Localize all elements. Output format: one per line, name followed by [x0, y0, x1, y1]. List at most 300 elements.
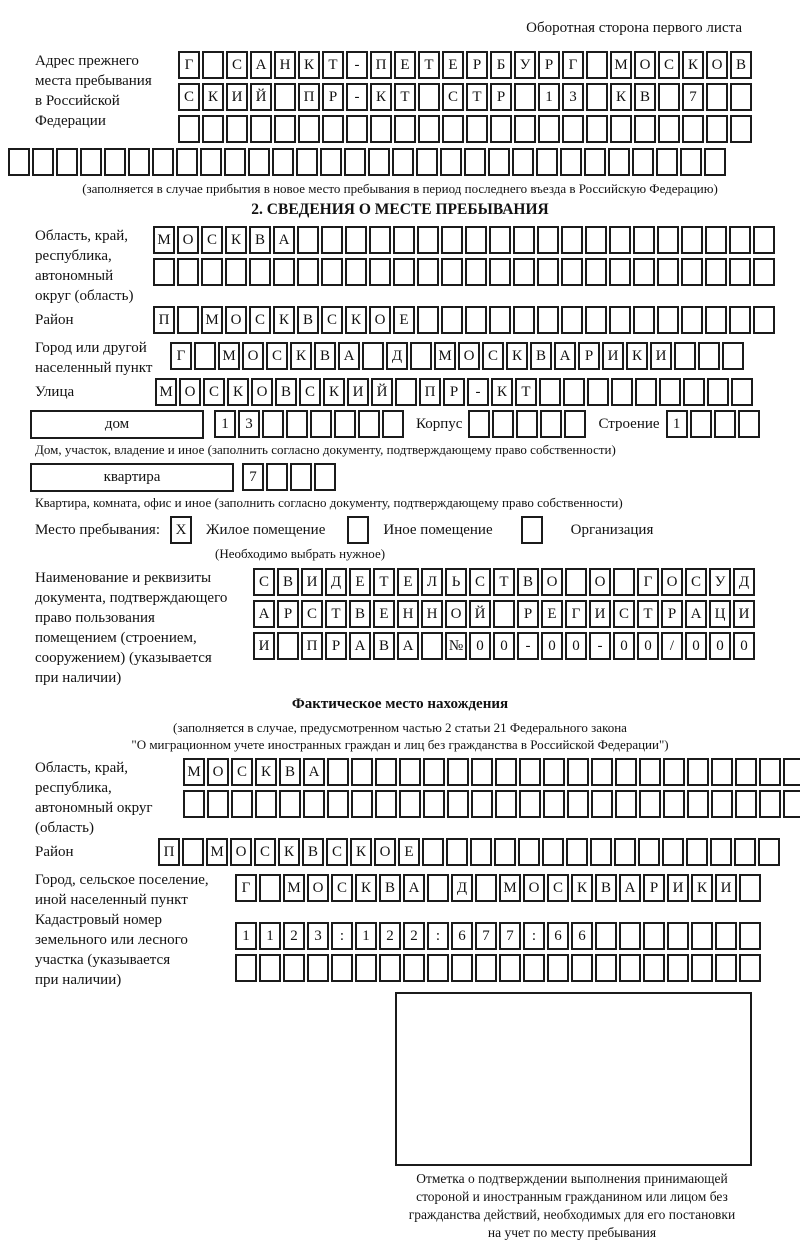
char-cell[interactable] — [399, 790, 421, 818]
char-cell[interactable]: В — [302, 838, 324, 866]
char-cell[interactable] — [369, 226, 391, 254]
char-cell[interactable] — [475, 874, 497, 902]
char-cell[interactable]: Е — [394, 51, 416, 79]
char-cell[interactable]: 6 — [571, 922, 593, 950]
char-cell[interactable] — [202, 51, 224, 79]
char-cell[interactable]: П — [298, 83, 320, 111]
char-cell[interactable] — [417, 226, 439, 254]
char-cell[interactable] — [632, 148, 654, 176]
char-cell[interactable]: С — [253, 568, 275, 596]
char-cell[interactable] — [656, 148, 678, 176]
char-cell[interactable] — [595, 922, 617, 950]
char-cell[interactable] — [681, 258, 703, 286]
char-cell[interactable] — [729, 306, 751, 334]
char-cell[interactable] — [587, 378, 609, 406]
char-cell[interactable] — [715, 954, 737, 982]
char-cell[interactable] — [446, 838, 468, 866]
char-cell[interactable] — [613, 568, 635, 596]
char-cell[interactable] — [465, 258, 487, 286]
apartment-field-box[interactable]: квартира — [30, 463, 234, 492]
char-cell[interactable] — [566, 838, 588, 866]
char-cell[interactable] — [296, 148, 318, 176]
char-cell[interactable]: С — [326, 838, 348, 866]
char-cell[interactable] — [542, 838, 564, 866]
char-cell[interactable] — [370, 115, 392, 143]
char-cell[interactable] — [56, 148, 78, 176]
char-cell[interactable] — [394, 115, 416, 143]
char-cell[interactable] — [375, 790, 397, 818]
char-cell[interactable] — [739, 954, 761, 982]
char-cell[interactable] — [274, 83, 296, 111]
char-cell[interactable] — [152, 148, 174, 176]
char-cell[interactable]: С — [254, 838, 276, 866]
char-cell[interactable]: Л — [421, 568, 443, 596]
char-cell[interactable]: 1 — [538, 83, 560, 111]
char-cell[interactable] — [564, 410, 586, 438]
char-cell[interactable] — [231, 790, 253, 818]
char-cell[interactable]: 2 — [379, 922, 401, 950]
char-cell[interactable]: О — [177, 226, 199, 254]
stay-type-checkbox-other[interactable] — [347, 516, 369, 544]
char-cell[interactable] — [634, 115, 656, 143]
char-cell[interactable]: К — [682, 51, 704, 79]
char-cell[interactable] — [346, 115, 368, 143]
char-cell[interactable] — [536, 148, 558, 176]
char-cell[interactable]: Н — [397, 600, 419, 628]
char-cell[interactable] — [403, 954, 425, 982]
char-cell[interactable] — [442, 115, 464, 143]
char-cell[interactable] — [286, 410, 308, 438]
char-cell[interactable] — [753, 306, 775, 334]
char-cell[interactable]: А — [273, 226, 295, 254]
char-cell[interactable] — [586, 83, 608, 111]
char-cell[interactable]: К — [571, 874, 593, 902]
char-cell[interactable] — [176, 148, 198, 176]
char-cell[interactable] — [690, 410, 712, 438]
char-cell[interactable]: О — [445, 600, 467, 628]
char-cell[interactable] — [639, 790, 661, 818]
char-cell[interactable] — [200, 148, 222, 176]
char-cell[interactable]: Т — [637, 600, 659, 628]
char-cell[interactable]: Ц — [709, 600, 731, 628]
char-cell[interactable]: Н — [421, 600, 443, 628]
char-cell[interactable] — [512, 148, 534, 176]
char-cell[interactable]: Е — [393, 306, 415, 334]
char-cell[interactable]: К — [345, 306, 367, 334]
char-cell[interactable]: Й — [469, 600, 491, 628]
char-cell[interactable] — [128, 148, 150, 176]
char-cell[interactable]: Т — [373, 568, 395, 596]
char-cell[interactable] — [207, 790, 229, 818]
char-cell[interactable] — [523, 954, 545, 982]
char-cell[interactable] — [273, 258, 295, 286]
char-cell[interactable]: Р — [538, 51, 560, 79]
char-cell[interactable]: С — [299, 378, 321, 406]
char-cell[interactable] — [279, 790, 301, 818]
char-cell[interactable] — [662, 838, 684, 866]
char-cell[interactable] — [417, 258, 439, 286]
char-cell[interactable] — [395, 378, 417, 406]
char-cell[interactable] — [537, 306, 559, 334]
char-cell[interactable]: С — [203, 378, 225, 406]
char-cell[interactable] — [321, 258, 343, 286]
char-cell[interactable]: 0 — [613, 632, 635, 660]
char-cell[interactable] — [707, 378, 729, 406]
char-cell[interactable] — [266, 463, 288, 491]
char-cell[interactable] — [272, 148, 294, 176]
char-cell[interactable] — [475, 954, 497, 982]
char-cell[interactable]: П — [158, 838, 180, 866]
char-cell[interactable] — [729, 258, 751, 286]
char-cell[interactable]: Г — [170, 342, 192, 370]
char-cell[interactable]: В — [349, 600, 371, 628]
char-cell[interactable] — [310, 410, 332, 438]
char-cell[interactable]: Р — [443, 378, 465, 406]
char-cell[interactable]: - — [346, 83, 368, 111]
char-cell[interactable]: Г — [235, 874, 257, 902]
char-cell[interactable]: С — [231, 758, 253, 786]
char-cell[interactable] — [758, 838, 780, 866]
char-cell[interactable] — [540, 410, 562, 438]
char-cell[interactable] — [730, 83, 752, 111]
char-cell[interactable]: О — [179, 378, 201, 406]
char-cell[interactable] — [327, 790, 349, 818]
char-cell[interactable] — [691, 954, 713, 982]
char-cell[interactable] — [537, 226, 559, 254]
char-cell[interactable] — [783, 758, 800, 786]
char-cell[interactable]: В — [314, 342, 336, 370]
char-cell[interactable] — [639, 758, 661, 786]
char-cell[interactable]: С — [266, 342, 288, 370]
char-cell[interactable] — [514, 115, 536, 143]
char-cell[interactable] — [753, 226, 775, 254]
char-cell[interactable] — [691, 922, 713, 950]
char-cell[interactable] — [277, 632, 299, 660]
char-cell[interactable]: М — [206, 838, 228, 866]
char-cell[interactable] — [547, 954, 569, 982]
char-cell[interactable] — [283, 954, 305, 982]
char-cell[interactable]: Р — [578, 342, 600, 370]
char-cell[interactable]: О — [251, 378, 273, 406]
char-cell[interactable] — [393, 258, 415, 286]
char-cell[interactable] — [516, 410, 538, 438]
char-cell[interactable]: И — [715, 874, 737, 902]
char-cell[interactable] — [704, 148, 726, 176]
char-cell[interactable] — [178, 115, 200, 143]
char-cell[interactable] — [235, 954, 257, 982]
char-cell[interactable] — [465, 306, 487, 334]
char-cell[interactable]: О — [634, 51, 656, 79]
char-cell[interactable]: С — [547, 874, 569, 902]
char-cell[interactable]: Е — [398, 838, 420, 866]
char-cell[interactable]: А — [349, 632, 371, 660]
char-cell[interactable]: М — [434, 342, 456, 370]
char-cell[interactable] — [657, 258, 679, 286]
char-cell[interactable]: 0 — [709, 632, 731, 660]
char-cell[interactable] — [705, 226, 727, 254]
char-cell[interactable] — [590, 838, 612, 866]
char-cell[interactable] — [730, 115, 752, 143]
char-cell[interactable]: А — [303, 758, 325, 786]
char-cell[interactable] — [710, 838, 732, 866]
char-cell[interactable]: Р — [643, 874, 665, 902]
char-cell[interactable]: Р — [325, 632, 347, 660]
char-cell[interactable]: И — [602, 342, 624, 370]
char-cell[interactable]: : — [523, 922, 545, 950]
char-cell[interactable] — [571, 954, 593, 982]
char-cell[interactable]: 0 — [469, 632, 491, 660]
char-cell[interactable]: Т — [322, 51, 344, 79]
char-cell[interactable] — [194, 342, 216, 370]
char-cell[interactable] — [368, 148, 390, 176]
char-cell[interactable]: В — [249, 226, 271, 254]
char-cell[interactable] — [447, 790, 469, 818]
char-cell[interactable] — [8, 148, 30, 176]
char-cell[interactable] — [451, 954, 473, 982]
char-cell[interactable] — [619, 954, 641, 982]
char-cell[interactable]: П — [419, 378, 441, 406]
char-cell[interactable]: : — [331, 922, 353, 950]
char-cell[interactable] — [783, 790, 800, 818]
char-cell[interactable] — [561, 258, 583, 286]
char-cell[interactable]: Т — [515, 378, 537, 406]
char-cell[interactable]: Е — [349, 568, 371, 596]
char-cell[interactable] — [514, 83, 536, 111]
char-cell[interactable]: К — [298, 51, 320, 79]
char-cell[interactable] — [274, 115, 296, 143]
char-cell[interactable] — [427, 874, 449, 902]
char-cell[interactable] — [615, 758, 637, 786]
char-cell[interactable] — [32, 148, 54, 176]
char-cell[interactable]: Й — [250, 83, 272, 111]
char-cell[interactable]: С — [321, 306, 343, 334]
char-cell[interactable]: К — [227, 378, 249, 406]
char-cell[interactable] — [225, 258, 247, 286]
char-cell[interactable] — [705, 258, 727, 286]
char-cell[interactable]: В — [517, 568, 539, 596]
char-cell[interactable] — [345, 226, 367, 254]
stay-type-checkbox-residential[interactable]: X — [170, 516, 192, 544]
char-cell[interactable]: К — [290, 342, 312, 370]
char-cell[interactable] — [307, 954, 329, 982]
char-cell[interactable]: М — [218, 342, 240, 370]
char-cell[interactable] — [591, 790, 613, 818]
char-cell[interactable] — [423, 790, 445, 818]
char-cell[interactable] — [674, 342, 696, 370]
char-cell[interactable]: Р — [517, 600, 539, 628]
char-cell[interactable] — [248, 148, 270, 176]
char-cell[interactable]: К — [355, 874, 377, 902]
char-cell[interactable] — [399, 758, 421, 786]
char-cell[interactable] — [705, 306, 727, 334]
char-cell[interactable]: И — [301, 568, 323, 596]
char-cell[interactable] — [392, 148, 414, 176]
char-cell[interactable] — [465, 226, 487, 254]
char-cell[interactable] — [470, 838, 492, 866]
char-cell[interactable]: Т — [394, 83, 416, 111]
char-cell[interactable] — [681, 306, 703, 334]
char-cell[interactable]: О — [230, 838, 252, 866]
char-cell[interactable] — [657, 226, 679, 254]
char-cell[interactable]: О — [307, 874, 329, 902]
char-cell[interactable] — [303, 790, 325, 818]
char-cell[interactable]: Г — [565, 600, 587, 628]
char-cell[interactable] — [440, 148, 462, 176]
char-cell[interactable] — [250, 115, 272, 143]
char-cell[interactable] — [255, 790, 277, 818]
char-cell[interactable]: К — [278, 838, 300, 866]
char-cell[interactable] — [518, 838, 540, 866]
char-cell[interactable]: П — [370, 51, 392, 79]
char-cell[interactable]: С — [658, 51, 680, 79]
char-cell[interactable]: К — [202, 83, 224, 111]
char-cell[interactable] — [177, 306, 199, 334]
char-cell[interactable] — [441, 306, 463, 334]
char-cell[interactable]: - — [517, 632, 539, 660]
char-cell[interactable]: В — [730, 51, 752, 79]
char-cell[interactable] — [290, 463, 312, 491]
char-cell[interactable]: Р — [322, 83, 344, 111]
char-cell[interactable]: А — [403, 874, 425, 902]
char-cell[interactable] — [351, 790, 373, 818]
char-cell[interactable]: А — [685, 600, 707, 628]
char-cell[interactable]: М — [610, 51, 632, 79]
char-cell[interactable]: Д — [325, 568, 347, 596]
char-cell[interactable] — [182, 838, 204, 866]
char-cell[interactable]: Р — [490, 83, 512, 111]
char-cell[interactable] — [608, 148, 630, 176]
char-cell[interactable] — [490, 115, 512, 143]
char-cell[interactable] — [355, 954, 377, 982]
char-cell[interactable] — [345, 258, 367, 286]
char-cell[interactable] — [489, 226, 511, 254]
char-cell[interactable] — [687, 758, 709, 786]
char-cell[interactable]: А — [250, 51, 272, 79]
char-cell[interactable] — [635, 378, 657, 406]
char-cell[interactable] — [714, 410, 736, 438]
char-cell[interactable]: О — [225, 306, 247, 334]
char-cell[interactable]: В — [379, 874, 401, 902]
char-cell[interactable] — [513, 226, 535, 254]
char-cell[interactable]: А — [397, 632, 419, 660]
char-cell[interactable]: С — [685, 568, 707, 596]
char-cell[interactable]: Е — [442, 51, 464, 79]
char-cell[interactable]: 1 — [214, 410, 236, 438]
char-cell[interactable]: 7 — [475, 922, 497, 950]
char-cell[interactable] — [543, 790, 565, 818]
char-cell[interactable]: С — [226, 51, 248, 79]
char-cell[interactable] — [488, 148, 510, 176]
char-cell[interactable] — [706, 83, 728, 111]
char-cell[interactable]: 7 — [242, 463, 264, 491]
char-cell[interactable]: 2 — [283, 922, 305, 950]
char-cell[interactable] — [538, 115, 560, 143]
char-cell[interactable] — [735, 790, 757, 818]
char-cell[interactable] — [464, 148, 486, 176]
char-cell[interactable] — [201, 258, 223, 286]
char-cell[interactable] — [686, 838, 708, 866]
char-cell[interactable]: В — [275, 378, 297, 406]
char-cell[interactable] — [729, 226, 751, 254]
char-cell[interactable] — [537, 258, 559, 286]
char-cell[interactable] — [104, 148, 126, 176]
char-cell[interactable]: В — [634, 83, 656, 111]
char-cell[interactable] — [706, 115, 728, 143]
char-cell[interactable]: / — [661, 632, 683, 660]
char-cell[interactable]: И — [347, 378, 369, 406]
char-cell[interactable] — [619, 922, 641, 950]
char-cell[interactable] — [358, 410, 380, 438]
char-cell[interactable] — [687, 790, 709, 818]
char-cell[interactable] — [297, 258, 319, 286]
char-cell[interactable] — [492, 410, 514, 438]
char-cell[interactable] — [614, 838, 636, 866]
char-cell[interactable]: Е — [373, 600, 395, 628]
char-cell[interactable]: Т — [418, 51, 440, 79]
house-field-box[interactable]: дом — [30, 410, 204, 439]
char-cell[interactable]: В — [373, 632, 395, 660]
char-cell[interactable]: М — [201, 306, 223, 334]
char-cell[interactable]: Г — [562, 51, 584, 79]
char-cell[interactable]: 2 — [403, 922, 425, 950]
char-cell[interactable] — [495, 790, 517, 818]
char-cell[interactable] — [667, 922, 689, 950]
char-cell[interactable]: 0 — [733, 632, 755, 660]
char-cell[interactable]: М — [183, 758, 205, 786]
char-cell[interactable]: О — [458, 342, 480, 370]
char-cell[interactable] — [393, 226, 415, 254]
char-cell[interactable] — [423, 758, 445, 786]
char-cell[interactable]: О — [706, 51, 728, 79]
char-cell[interactable] — [680, 148, 702, 176]
char-cell[interactable]: С — [201, 226, 223, 254]
char-cell[interactable] — [638, 838, 660, 866]
char-cell[interactable] — [418, 83, 440, 111]
char-cell[interactable]: К — [370, 83, 392, 111]
char-cell[interactable]: К — [255, 758, 277, 786]
char-cell[interactable] — [595, 954, 617, 982]
char-cell[interactable]: Г — [637, 568, 659, 596]
char-cell[interactable]: И — [733, 600, 755, 628]
char-cell[interactable]: С — [442, 83, 464, 111]
char-cell[interactable] — [422, 838, 444, 866]
char-cell[interactable]: А — [253, 600, 275, 628]
char-cell[interactable]: Н — [274, 51, 296, 79]
char-cell[interactable] — [562, 115, 584, 143]
char-cell[interactable] — [447, 758, 469, 786]
char-cell[interactable] — [659, 378, 681, 406]
char-cell[interactable] — [80, 148, 102, 176]
char-cell[interactable] — [322, 115, 344, 143]
char-cell[interactable] — [416, 148, 438, 176]
char-cell[interactable]: С — [249, 306, 271, 334]
char-cell[interactable] — [314, 463, 336, 491]
char-cell[interactable] — [362, 342, 384, 370]
char-cell[interactable]: К — [610, 83, 632, 111]
char-cell[interactable] — [539, 378, 561, 406]
char-cell[interactable] — [468, 410, 490, 438]
char-cell[interactable] — [759, 790, 781, 818]
char-cell[interactable] — [722, 342, 744, 370]
char-cell[interactable] — [611, 378, 633, 406]
char-cell[interactable]: О — [369, 306, 391, 334]
char-cell[interactable] — [334, 410, 356, 438]
char-cell[interactable]: 0 — [637, 632, 659, 660]
char-cell[interactable]: К — [491, 378, 513, 406]
char-cell[interactable]: О — [207, 758, 229, 786]
char-cell[interactable]: 0 — [493, 632, 515, 660]
char-cell[interactable] — [466, 115, 488, 143]
